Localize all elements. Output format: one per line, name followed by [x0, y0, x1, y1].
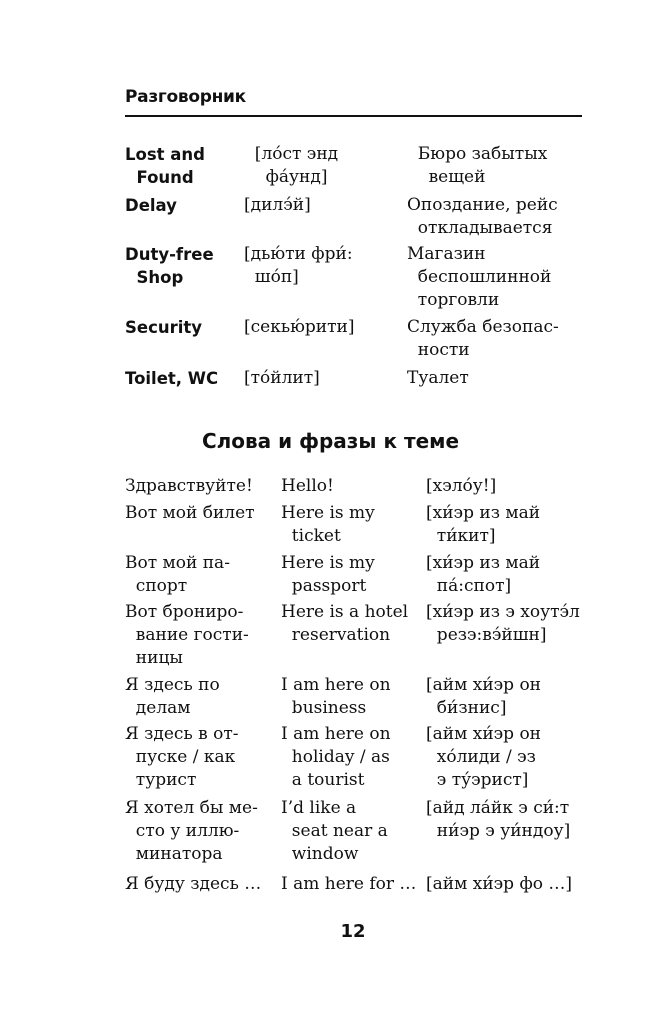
glossary-term: Toilet, WC: [125, 369, 219, 388]
phrase-pronunciation: [хэло́у!]: [426, 476, 497, 496]
phrase-russian: Я здесь в от- пуске / как турист: [125, 724, 239, 790]
phrase-english: I am here on business: [281, 675, 391, 718]
header-rule: [125, 115, 582, 117]
phrase-english: I am here on holiday / as a tourist: [281, 724, 391, 790]
phrase-russian: Вот мой па- спорт: [125, 553, 230, 596]
phrase-english: Hello!: [281, 476, 334, 496]
glossary-term: Duty-free Shop: [125, 245, 214, 287]
phrase-pronunciation: [хи́эр из май па́:спот]: [426, 553, 541, 596]
phrase-english: Here is a hotel reservation: [281, 602, 409, 645]
glossary-translation: Служба безопас- ности: [407, 317, 559, 360]
glossary-translation: Опоздание, рейс откладывается: [407, 195, 558, 238]
glossary-pronunciation: [то́йлит]: [244, 368, 320, 388]
glossary-term: Delay: [125, 196, 177, 215]
phrase-russian: Вот брониро- вание гости- ницы: [125, 602, 249, 668]
glossary-translation: Бюро забытых вещей: [417, 144, 548, 187]
glossary-pronunciation: [ло́ст энд фа́унд]: [254, 144, 339, 187]
glossary-term: Security: [125, 318, 203, 337]
phrase-english: Here is my ticket: [281, 503, 375, 546]
glossary-pronunciation: [дилэ́й]: [244, 195, 311, 215]
phrase-pronunciation: [айм хи́эр он хо́лиди / эз э ту́эрист]: [426, 724, 542, 790]
phrase-english: Here is my passport: [281, 553, 375, 596]
glossary-translation: Туалет: [407, 368, 469, 388]
glossary-translation: Магазин беспошлинной торговли: [407, 244, 552, 310]
phrase-pronunciation: [хи́эр из э хоутэ́л резэ:вэ́йшн]: [426, 602, 580, 645]
phrase-pronunciation: [айд ла́йк э си́:т ни́эр э уи́ндоу]: [426, 798, 571, 841]
section-title: Слова и фразы к теме: [201, 429, 460, 453]
glossary-term: Lost and Found: [125, 145, 205, 187]
glossary-pronunciation: [секью́рити]: [244, 317, 355, 337]
phrase-russian: Здравствуйте!: [125, 476, 253, 496]
phrase-russian: Вот мой билет: [125, 503, 255, 523]
phrase-russian: Я хотел бы ме- сто у иллю- минатора: [125, 798, 258, 864]
glossary-pronunciation: [дью́ти фри́: шо́п]: [244, 244, 353, 287]
phrase-russian: Я буду здесь …: [125, 874, 262, 894]
phrase-pronunciation: [айм хи́эр он би́знис]: [426, 675, 542, 718]
phrase-russian: Я здесь по делам: [125, 675, 220, 718]
phrase-english: I am here for …: [281, 874, 417, 894]
phrase-pronunciation: [айм хи́эр фо …]: [426, 874, 573, 894]
phrase-english: I’d like a seat near a window: [281, 798, 388, 864]
page-header: Разговорник: [125, 87, 246, 107]
phrase-pronunciation: [хи́эр из май ти́кит]: [426, 503, 541, 546]
page-number: 12: [340, 921, 366, 942]
